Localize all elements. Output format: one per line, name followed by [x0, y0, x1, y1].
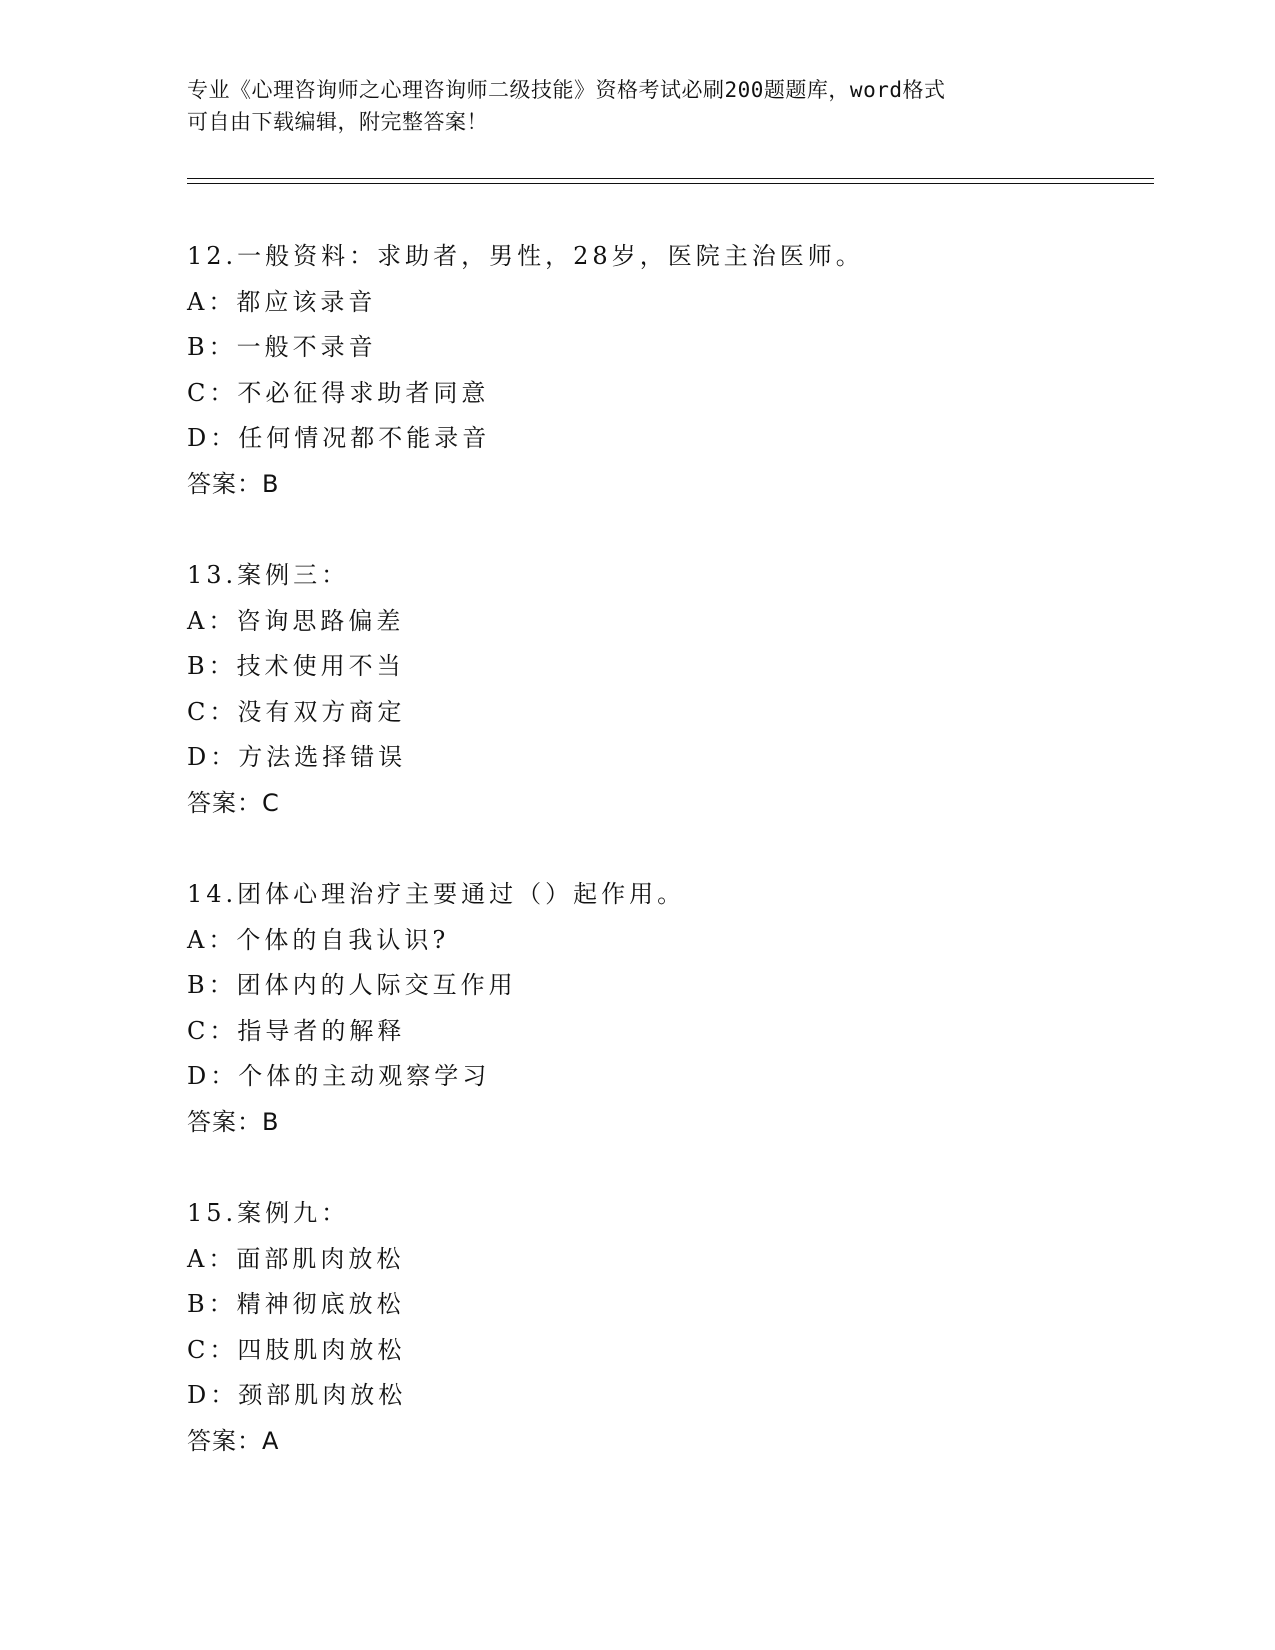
question-list	[187, 234, 1147, 1510]
option-b: B：一般不录音	[187, 333, 377, 361]
header-line-2: 可自由下载编辑，附完整答案！	[187, 110, 488, 134]
header-divider-bottom	[187, 183, 1154, 184]
answer: 答案：C	[187, 788, 280, 817]
option-b: B：技术使用不当	[187, 652, 405, 680]
question-12	[187, 234, 1147, 507]
question-15	[187, 1191, 1147, 1464]
option-a: A：面部肌肉放松	[187, 1244, 405, 1273]
header-line-1: 专业《心理咨询师之心理咨询师二级技能》资格考试必刷200题题库，word格式	[187, 78, 946, 102]
option-c: C：指导者的解释	[187, 1016, 406, 1045]
answer: 答案：B	[187, 1107, 280, 1136]
option-a: A：咨询思路偏差	[187, 606, 405, 635]
option-a: A：个体的自我认识?	[187, 925, 450, 954]
option-c: C：没有双方商定	[187, 697, 406, 726]
option-c: C：四肢肌肉放松	[187, 1335, 406, 1364]
question-stem: 13.案例三：	[187, 561, 350, 589]
question-stem: 15.案例九：	[187, 1199, 350, 1227]
option-d: D：方法选择错误	[187, 743, 407, 771]
question-stem: 12.一般资料：求助者，男性，28岁，医院主治医师。	[187, 242, 864, 270]
option-d: D：任何情况都不能录音	[187, 424, 491, 452]
option-d: D：个体的主动观察学习	[187, 1062, 491, 1090]
question-13	[187, 553, 1147, 826]
answer: 答案：A	[187, 1426, 280, 1455]
answer: 答案：B	[187, 469, 280, 498]
option-b: B：精神彻底放松	[187, 1290, 405, 1318]
option-c: C：不必征得求助者同意	[187, 378, 490, 407]
option-a: A：都应该录音	[187, 287, 377, 316]
option-d: D：颈部肌肉放松	[187, 1381, 407, 1409]
header-divider-top	[187, 178, 1154, 179]
document-header	[187, 74, 1087, 138]
question-14	[187, 872, 1147, 1145]
question-stem: 14.团体心理治疗主要通过（）起作用。	[187, 880, 686, 908]
option-b: B：团体内的人际交互作用	[187, 971, 517, 999]
